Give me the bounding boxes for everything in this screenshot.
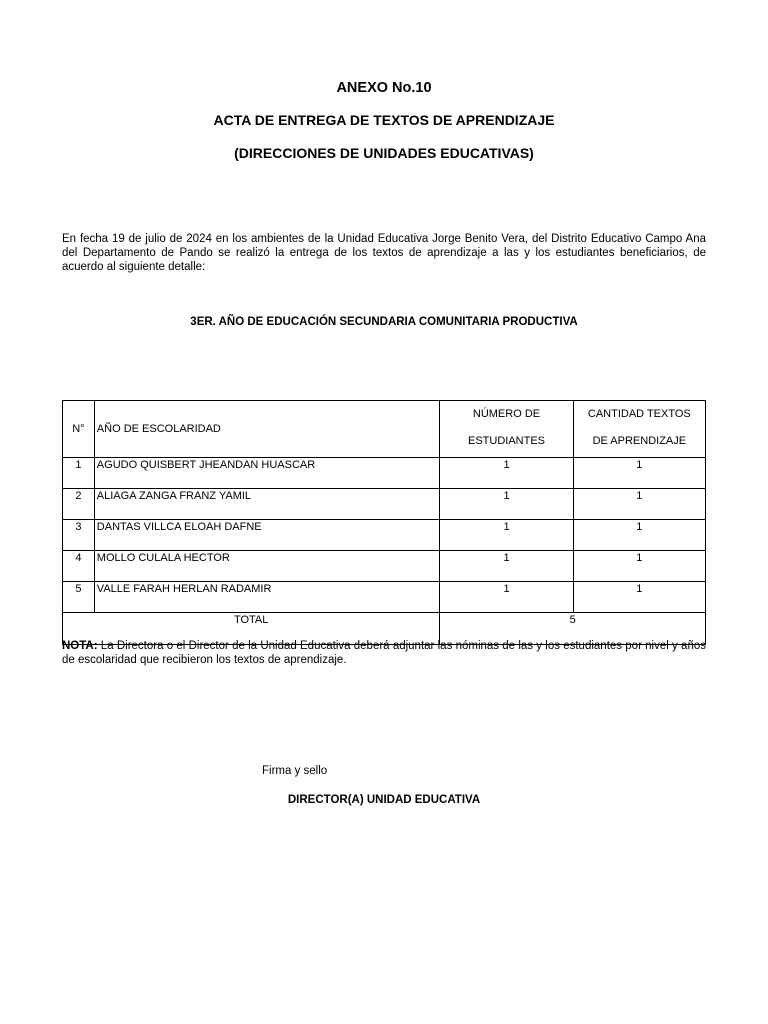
header-name: AÑO DE ESCOLARIDAD xyxy=(94,401,440,458)
header-texts xyxy=(573,401,705,458)
row-number: 1 xyxy=(63,458,95,489)
row-number: 3 xyxy=(63,520,95,551)
note-paragraph xyxy=(62,639,706,667)
delivery-table xyxy=(62,400,706,645)
row-texts: 1 xyxy=(573,582,705,613)
row-name: DANTAS VILLCA ELOAH DAFNE xyxy=(94,520,440,551)
row-name: VALLE FARAH HERLAN RADAMIR xyxy=(94,582,440,613)
total-label: TOTAL xyxy=(63,613,440,645)
table-row xyxy=(63,458,706,489)
row-number: 4 xyxy=(63,551,95,582)
header-texts-line1: CANTIDAD TEXTOS xyxy=(587,407,691,420)
row-texts: 1 xyxy=(573,551,705,582)
row-name: MOLLO CULALA HECTOR xyxy=(94,551,440,582)
row-students: 1 xyxy=(440,551,573,582)
row-texts: 1 xyxy=(573,458,705,489)
header-number: N° xyxy=(63,401,95,458)
row-name: ALIAGA ZANGA FRANZ YAMIL xyxy=(94,489,440,520)
header-students-line1: NÚMERO DE xyxy=(472,407,541,420)
note-text: La Directora o el Director de la Unidad Educativa deberá adjuntar las nóminas de las y los estudiantes por nivel y años de escolaridad que recibieron los textos de aprendizaje. xyxy=(62,640,706,666)
header-students xyxy=(440,401,573,458)
row-name: AGUDO QUISBERT JHEANDAN HUASCAR xyxy=(94,458,440,489)
row-students: 1 xyxy=(440,458,573,489)
row-students: 1 xyxy=(440,489,573,520)
intro-paragraph: En fecha 19 de julio de 2024 en los ambientes de la Unidad Educativa Jorge Benito Vera, del Distrito Educativo Campo Ana del Departamento de Pando se realizó la entrega de los textos de aprendizaje a las y los estudiantes beneficiarios, de acuerdo al siguiente detalle: xyxy=(62,233,706,273)
table-row xyxy=(63,551,706,582)
row-texts: 1 xyxy=(573,520,705,551)
signature-label: Firma y sello xyxy=(262,765,328,777)
annex-number: ANEXO No.10 xyxy=(336,80,432,96)
table-row xyxy=(63,489,706,520)
table-header-row xyxy=(63,401,706,458)
row-number: 5 xyxy=(63,582,95,613)
document-subtitle: (DIRECCIONES DE UNIDADES EDUCATIVAS) xyxy=(234,145,534,161)
note-label: NOTA: xyxy=(62,640,98,652)
section-heading: 3ER. AÑO DE EDUCACIÓN SECUNDARIA COMUNITARIA PRODUCTIVA xyxy=(190,316,578,328)
row-texts: 1 xyxy=(573,489,705,520)
table-row xyxy=(63,582,706,613)
header-students-line2: ESTUDIANTES xyxy=(467,434,545,447)
table-row xyxy=(63,520,706,551)
row-students: 1 xyxy=(440,582,573,613)
header-texts-line2: DE APRENDIZAJE xyxy=(592,434,687,447)
total-value: 5 xyxy=(440,613,706,645)
director-label: DIRECTOR(A) UNIDAD EDUCATIVA xyxy=(287,794,481,806)
document-title: ACTA DE ENTREGA DE TEXTOS DE APRENDIZAJE xyxy=(213,112,555,128)
row-number: 2 xyxy=(63,489,95,520)
row-students: 1 xyxy=(440,520,573,551)
